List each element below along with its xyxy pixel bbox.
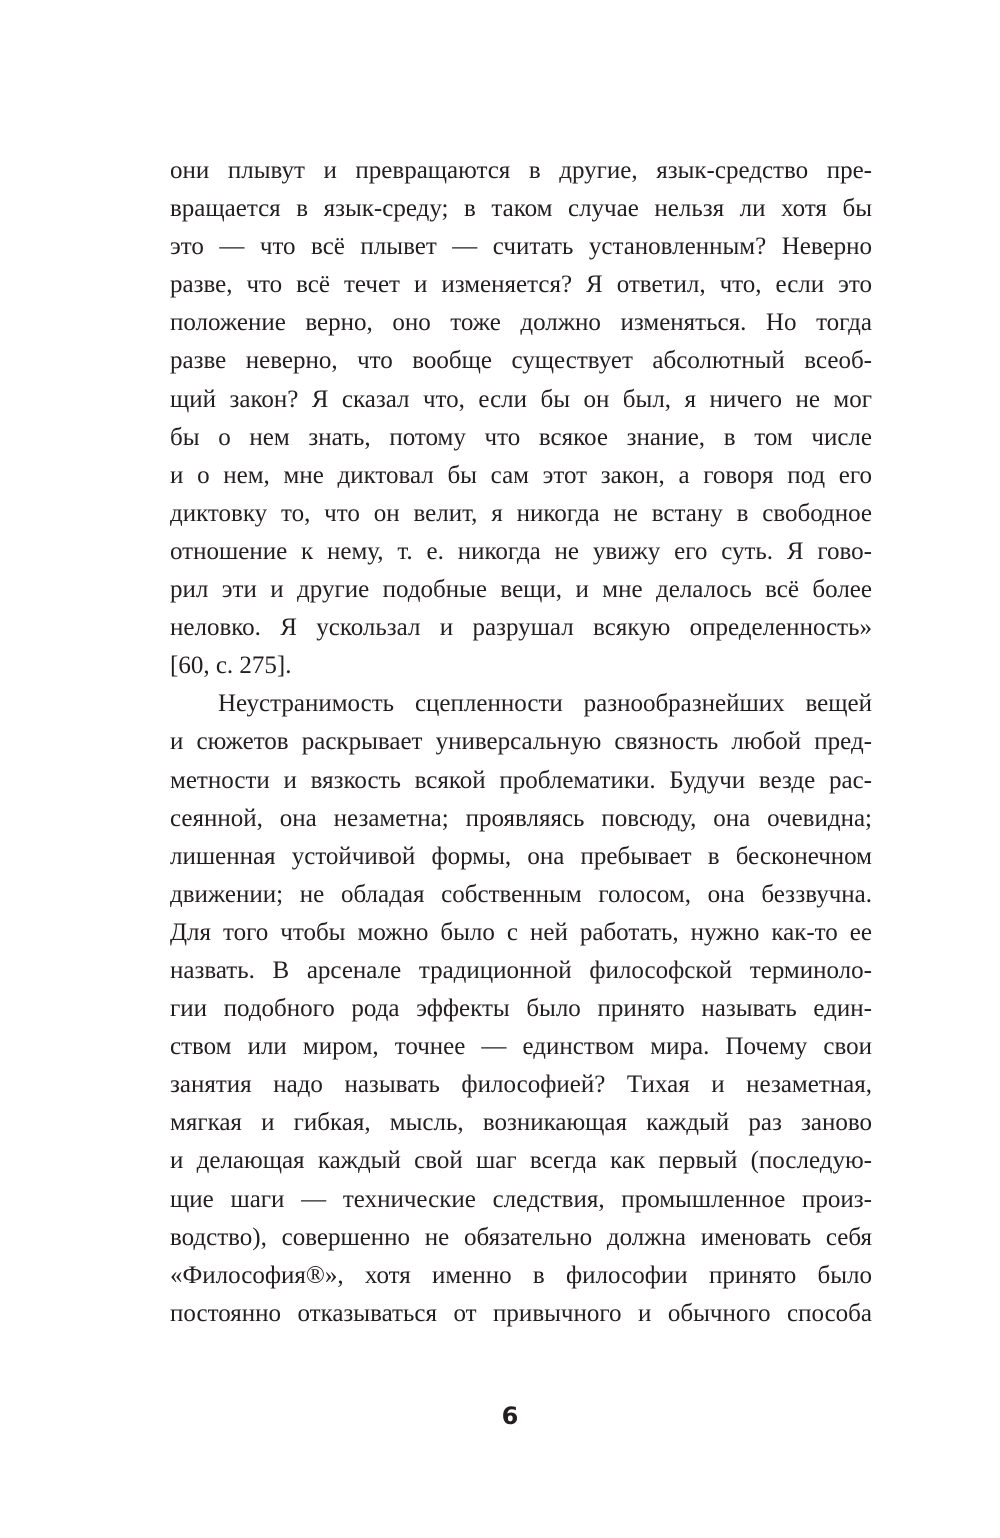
text-line: метности и вязкость всякой проблематики. Будучи везде рас- xyxy=(170,766,872,794)
text-line: мягкая и гибкая, мысль, возникающая каждый раз заново xyxy=(170,1109,872,1137)
text-line: положение верно, оно тоже должно изменяться. Но тогда xyxy=(170,309,872,337)
body-text xyxy=(170,152,872,1333)
text-line: сеянной, она незаметна; проявляясь повсюду, она очевидна; xyxy=(170,804,872,832)
text-line: разве, что всё течет и изменяется? Я ответил, что, если это xyxy=(170,271,872,299)
text-line: отношение к нему, т. е. никогда не увижу его суть. Я гово- xyxy=(170,537,872,565)
text-line: занятия надо называть философией? Тихая и незаметная, xyxy=(170,1071,872,1099)
text-line: Неустранимость сцепленности разнообразнейших вещей xyxy=(218,690,872,718)
text-line: лишенная устойчивой формы, она пребывает в бесконечном xyxy=(170,842,872,870)
text-line: назвать. В арсенале традиционной философской терминоло- xyxy=(170,956,872,984)
text-line: движении; не обладая собственным голосом, она беззвучна. xyxy=(170,880,872,908)
text-line: гии подобного рода эффекты было принято называть един- xyxy=(170,995,872,1023)
text-line: рил эти и другие подобные вещи, и мне делалось всё более xyxy=(170,576,872,604)
text-line: водство), совершенно не обязательно должна именовать себя xyxy=(170,1223,872,1251)
text-line: диктовку то, что он велит, я никогда не встану в свободное xyxy=(170,499,872,527)
text-line: вращается в язык-среду; в таком случае нельзя ли хотя бы xyxy=(170,195,872,223)
text-line: «Философия®», хотя именно в философии принято было xyxy=(170,1261,872,1289)
text-line: бы о нем знать, потому что всякое знание, в том числе xyxy=(170,423,872,451)
text-line: они плывут и превращаются в другие, язык-средство пре- xyxy=(170,157,872,184)
paragraph xyxy=(170,152,872,685)
text-line: неловко. Я ускользал и разрушал всякую определенность» xyxy=(170,614,872,642)
text-line: [60, с. 275]. xyxy=(170,652,292,680)
text-line: и сюжетов раскрывает универсальную связность любой пред- xyxy=(170,728,872,756)
text-line: и о нем, мне диктовал бы сам этот закон, а говоря под его xyxy=(170,461,872,489)
text-line: разве неверно, что вообще существует абсолютный всеоб- xyxy=(170,347,872,375)
paragraph xyxy=(170,685,872,1333)
text-line: щие шаги — технические следствия, промышленное произ- xyxy=(170,1185,872,1213)
page-number: 6 xyxy=(501,1402,519,1430)
text-line: щий закон? Я сказал что, если бы он был, я ничего не мог xyxy=(170,385,872,413)
text-line: и делающая каждый свой шаг всегда как первый (последую- xyxy=(170,1147,872,1175)
text-line: постоянно отказываться от привычного и обычного способа xyxy=(170,1299,872,1327)
text-line: ством или миром, точнее — единством мира. Почему свои xyxy=(170,1033,872,1061)
text-line: это — что всё плывет — считать установленным? Неверно xyxy=(170,233,872,261)
text-line: Для того чтобы можно было с ней работать, нужно как-то ее xyxy=(170,918,872,946)
